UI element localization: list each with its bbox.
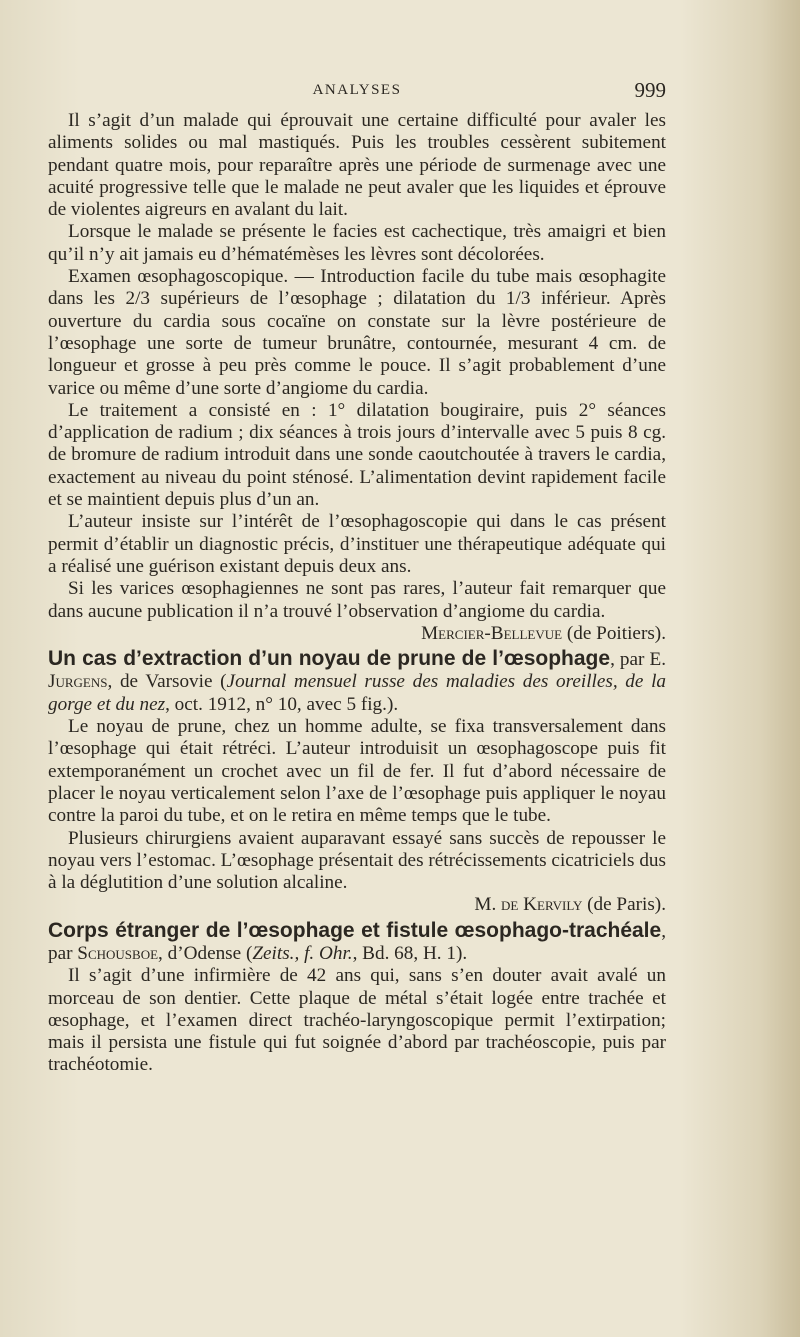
signature-name: Mercier-Bellevue xyxy=(421,622,563,644)
article-title: Un cas d’extraction d’un noyau de prune de l’œsophage xyxy=(48,647,611,671)
paragraph: Le traitement a consisté en : 1° dilatation bougiraire, puis 2° séances d’application de radium ; dix séances à trois jours d’intervalle avec 5 puis 8 cg. de bromure de radium introduit dans une sonde caoutchoutée à travers le cardia, exactement au niveau du point sténosé. L’alimentation devint rapidement facile et se maintient depuis plus d’un an. xyxy=(48,399,666,511)
paragraph: Le noyau de prune, chez un homme adulte, se fixa transversalement dans l’œsophage qui était rétréci. L’auteur introduisit un œsophagoscope puis fit extemporanément un crochet avec un fil de fer. Il fut d’abord nécessaire de placer le noyau verticalement selon l’axe de l’œsophage puis appliquer le noyau contre la paroi du tube, et on le retira en même temps que le tube. xyxy=(48,716,666,827)
running-title: ANALYSES xyxy=(312,82,402,98)
paragraph: Lorsque le malade se présente le facies est cachectique, très amaigri et bien qu’il n’y ait jamais eu d’hématémèses les lèvres sont décolorées. xyxy=(48,221,666,265)
paragraph: Examen œsophagoscopique. — Introduction facile du tube mais œsophagite dans les 2/3 supérieurs de l’œsophage ; dilatation du 1/3 inférieur. Après ouverture du cardia sous cocaïne on constate sur la lèvre postérieure de l’œsophage une sorte de tumeur brunâtre, contournée, mesurant 4 cm. de longueur et grosse à peu près comme le pouce. Il s’agit probablement d’une varice ou même d’une sorte d’angiome du cardia. xyxy=(48,266,666,399)
article-title: Corps étranger de l’œsophage et fistule œsophago-trachéale xyxy=(48,918,662,942)
article-journal: Zeits., f. Ohr. xyxy=(252,942,353,964)
article-heading xyxy=(48,919,666,966)
article-location: , d’Odense ( xyxy=(158,942,253,964)
paragraph: Plusieurs chirurgiens avaient auparavant essayé sans succès de repousser le noyau vers l’estomac. L’œsophage présentait des rétrécissements cicatriciels dus à la déglutition d’une solution alcaline. xyxy=(48,827,666,894)
article-details: , Bd. 68, H. 1). xyxy=(352,942,468,964)
article-by: , par xyxy=(48,920,666,964)
signature-place: (de Poitiers). xyxy=(566,622,666,644)
signature-place: (de Paris). xyxy=(587,894,666,916)
article-author: Schousboe xyxy=(77,942,159,964)
paragraph: Si les varices œsophagiennes ne sont pas rares, l’auteur fait remarquer que dans aucune publication il n’a trouvé l’observation d’angiome du cardia. xyxy=(48,578,666,622)
paragraph: Il s’agit d’un malade qui éprouvait une certaine difficulté pour avaler les aliments solides ou mal mastiqués. Puis les troubles cessèrent subitement pendant quatre mois, pour reparaître après une période de surmenage avec une acuité progressive telle que le malade ne peut avaler que les liquides et éprouve de violentes aigreurs en avalant du lait. xyxy=(48,110,666,221)
signature-name: M. de Kervily xyxy=(474,894,583,916)
page-header xyxy=(48,78,666,104)
paragraph: Il s’agit d’une infirmière de 42 ans qui, sans s’en douter avait avalé un morceau de son dentier. Cette plaque de métal s’était logée entre trachée et œsophage, et l’examen direct trachéo-laryngoscopique permit l’extirpation; mais il persista une fistule qui fut soignée d’abord par trachéoscopie, puis par trachéotomie. xyxy=(48,965,666,1076)
article-location: , de Varsovie ( xyxy=(107,671,227,693)
page-number: 999 xyxy=(634,78,666,102)
signature xyxy=(48,623,666,645)
paragraph: L’auteur insiste sur l’intérêt de l’œsophagoscopie qui dans le cas présent permit d’établir un diagnostic précis, d’instituer une thérapeutique adéquate qui a réalisé une guérison existant depuis deux ans. xyxy=(48,511,666,577)
article-details: , oct. 1912, n° 10, avec 5 fig.). xyxy=(165,693,399,715)
article-heading xyxy=(48,647,666,716)
signature xyxy=(48,894,666,916)
article-by: , par xyxy=(610,649,650,671)
article-journal: Journal mensuel russe des maladies des oreilles, de la gorge et du nez xyxy=(48,671,666,715)
article-author: E. Jurgens xyxy=(48,649,666,693)
page xyxy=(48,78,666,1077)
